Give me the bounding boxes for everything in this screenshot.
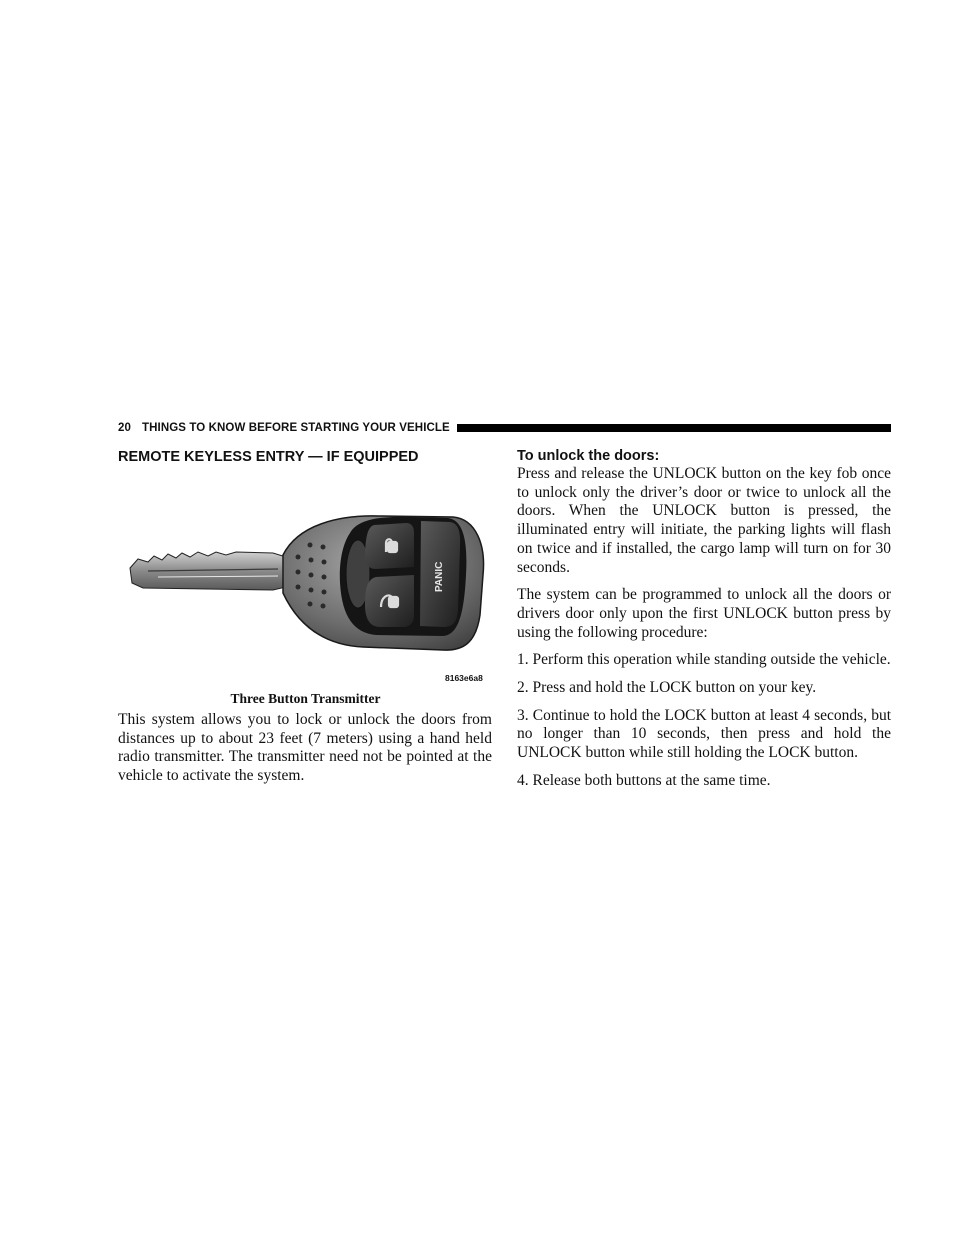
paragraph-unlock: Press and release the UNLOCK button on the key fob once to unlock only the driver’s door or twice to unlock all the doors. When the UNLOCK button is pressed, the illuminated entry will initiate, the parking lights will flash on twice and if installed, the cargo lamp will turn on for 30 seconds.: [517, 465, 891, 576]
page-number: 20: [118, 422, 131, 434]
step-1: 1. Perform this operation while standing outside the vehicle.: [517, 651, 891, 669]
section-title: REMOTE KEYLESS ENTRY — IF EQUIPPED: [118, 449, 419, 465]
figure-id: 8163e6a8: [445, 673, 483, 683]
key-fob-illustration: [118, 505, 493, 690]
right-column: [517, 448, 891, 800]
intro-paragraph: This system allows you to lock or unlock the doors from distances up to about 23 feet (7 meters) using a hand held radio transmitter. The transmitter need not be pointed at the vehicle to activate the system.: [118, 711, 492, 785]
header-rule: [457, 424, 891, 432]
header-title: THINGS TO KNOW BEFORE STARTING YOUR VEHICLE: [142, 422, 450, 434]
panic-label: PANIC: [434, 561, 445, 592]
step-4: 4. Release both buttons at the same time.: [517, 771, 771, 789]
page-header: [118, 419, 891, 437]
step-3: 3. Continue to hold the LOCK button at least 4 seconds, but no longer than 10 seconds, then press and hold the UNLOCK button while still holding the LOCK button.: [517, 706, 891, 762]
step-2: 2. Press and hold the LOCK button on your key.: [517, 679, 817, 697]
unlock-subheading: To unlock the doors:: [517, 448, 660, 464]
paragraph-programming: The system can be programmed to unlock all the doors or drivers door only upon the first UNLOCK button press by using the following procedure:: [517, 586, 891, 641]
figure-caption: Three Button Transmitter: [230, 691, 381, 706]
